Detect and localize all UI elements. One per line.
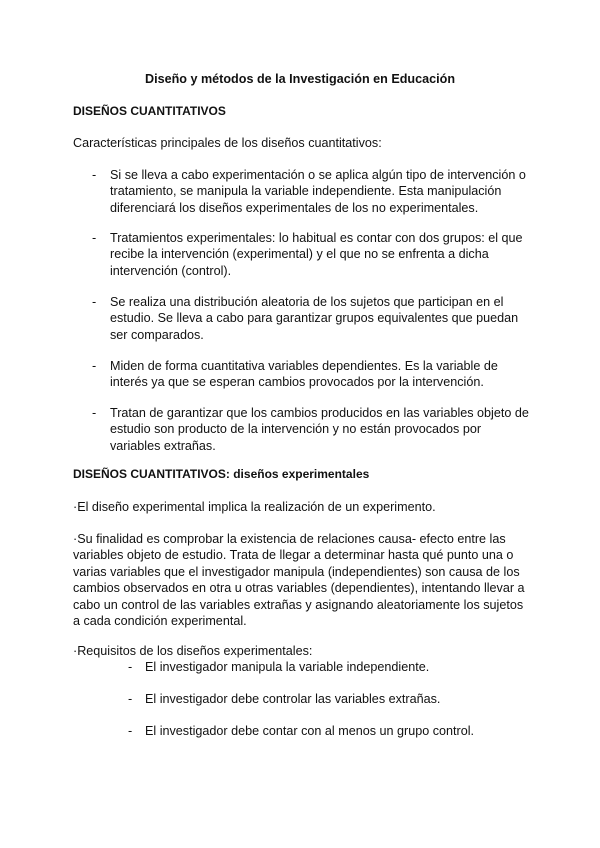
list-item-text: Tratan de garantizar que los cambios producidos en las variables objeto de estudio son producto de la intervención y no están provocados por variables extrañas. xyxy=(110,406,529,453)
requirement-item xyxy=(128,691,528,707)
list-item-text: Miden de forma cuantitativa variables dependientes. Es la variable de interés ya que se esperan cambios provocados por la intervención. xyxy=(110,359,498,390)
requirement-text: El investigador manipula la variable independiente. xyxy=(145,660,430,674)
intro-paragraph: Características principales de los diseños cuantitativos: xyxy=(73,136,382,150)
section-heading-cuantitativos: DISEÑOS CUANTITATIVOS xyxy=(73,104,226,118)
paragraph-finalidad: ·Su finalidad es comprobar la existencia de relaciones causa- efecto entre las variables objeto de estudio. Trata de llegar a determinar hasta qué punto una o varias variables que el investigador manipula (independientes) son causa de los cambios observados en otra u otras variables (dependientes), intentando llevar a cabo un control de las variables extrañas y asignando aleatoriamente los sujetos a cada condición experimental. xyxy=(73,532,525,629)
requirement-text: El investigador debe controlar las variables extrañas. xyxy=(145,692,441,706)
list-item xyxy=(92,294,532,343)
list-item xyxy=(92,405,532,454)
requirement-item xyxy=(128,659,528,675)
bullet-dash: - xyxy=(128,660,133,674)
bullet-dash: - xyxy=(92,295,97,309)
list-item-text: Si se lleva a cabo experimentación o se aplica algún tipo de intervención o tratamiento, se manipula la variable independiente. Esta manipulación diferenciará los diseños experimentales de los no experimentales. xyxy=(110,168,526,215)
document-title: Diseño y métodos de la Investigación en Educación xyxy=(144,72,456,86)
list-item-text: Tratamientos experimentales: lo habitual es contar con dos grupos: el que recibe la intervención (experimental) y el que no se enfrenta a dicha intervención (control). xyxy=(110,231,523,278)
section-heading-experimentales: DISEÑOS CUANTITATIVOS: diseños experimentales xyxy=(73,467,370,481)
list-item-text: Se realiza una distribución aleatoria de los sujetos que participan en el estudio. Se lleva a cabo para garantizar grupos equivalentes que puedan ser comparados. xyxy=(110,295,519,342)
list-item xyxy=(92,358,532,391)
requirement-text: El investigador debe contar con al menos un grupo control. xyxy=(145,724,475,738)
bullet-dash: - xyxy=(92,168,97,182)
list-item xyxy=(92,230,532,279)
paragraph-requisitos: ·Requisitos de los diseños experimentales: xyxy=(73,644,313,658)
requirement-item xyxy=(128,723,528,739)
bullet-dash: - xyxy=(128,692,133,706)
bullet-dash: - xyxy=(92,231,97,245)
bullet-dash: - xyxy=(92,359,97,373)
list-item xyxy=(92,167,532,216)
bullet-dash: - xyxy=(92,406,97,420)
bullet-dash: - xyxy=(128,724,133,738)
paragraph-diseno-experimental: ·El diseño experimental implica la realización de un experimento. xyxy=(73,500,436,514)
